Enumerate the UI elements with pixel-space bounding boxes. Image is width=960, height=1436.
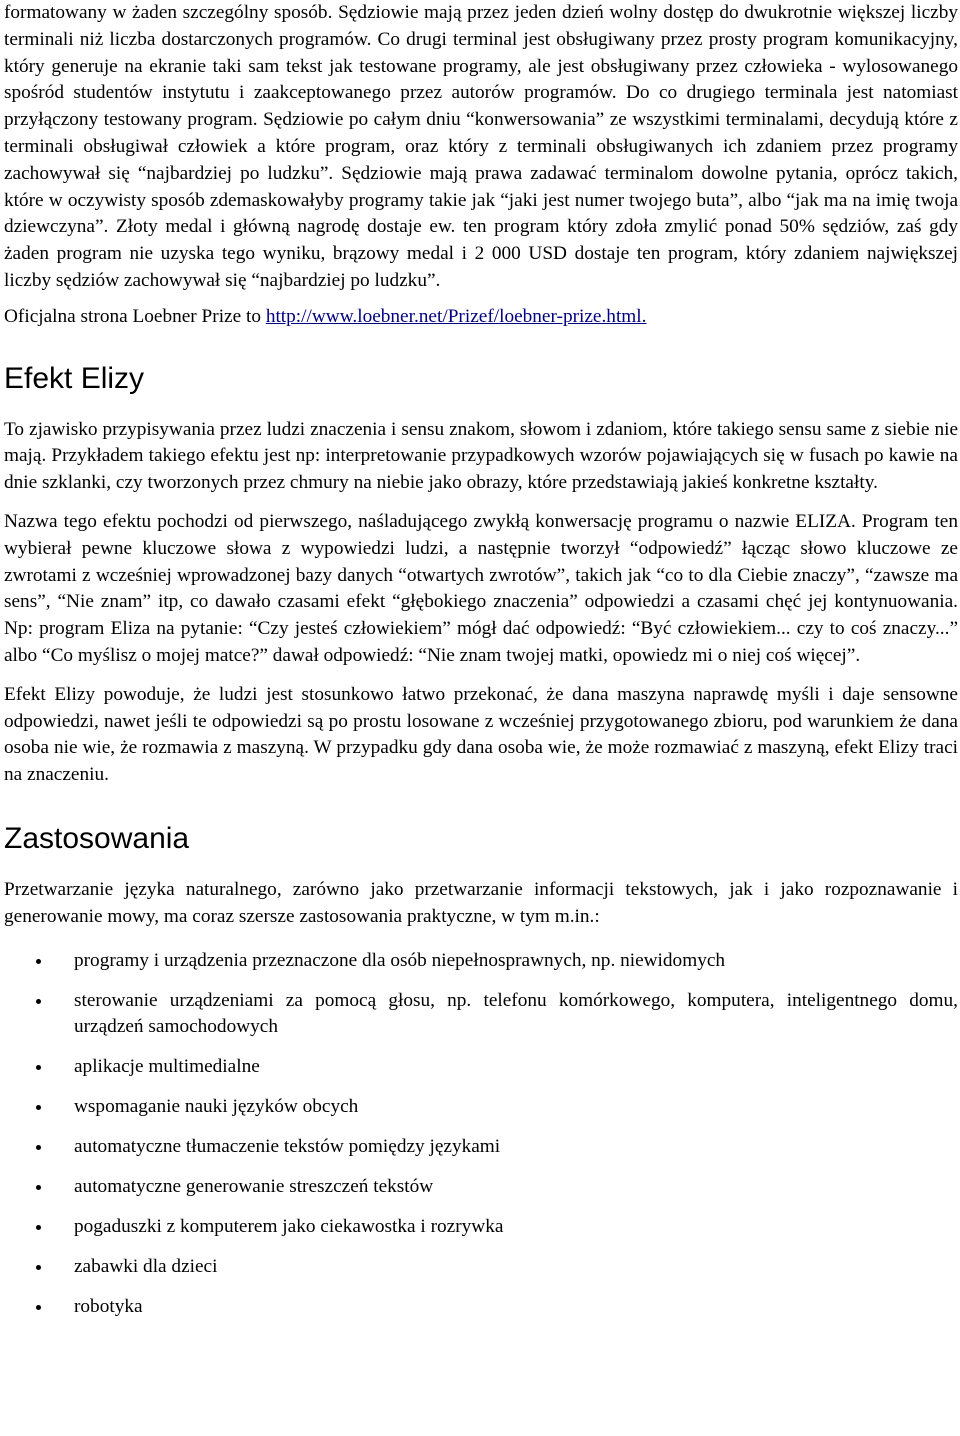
document-page — [4, 0, 958, 1334]
efekt-elizy-paragraph-1: To zjawisko przypisywania przez ludzi znaczenia i sensu znakom, słowom i zdaniom, które takiego sensu same z siebie nie mają. Przykładem takiego efektu jest np: interpretowanie przypadkowych wzorów pojawiających się w fusach po kawie na dnie szklanki, czy tworzonych przez chmury na niebie jako obrazy, które przedstawiają jakieś konkretne kształty. — [4, 418, 958, 494]
list-item: sterowanie urządzeniami za pomocą głosu, np. telefonu komórkowego, komputera, inteligentnego domu, urządzeń samochodowych — [4, 988, 958, 1042]
bullet-icon — [36, 1185, 41, 1190]
list-item: zabawki dla dzieci — [4, 1254, 958, 1281]
efekt-elizy-paragraph-3: Efekt Elizy powoduje, że ludzi jest stosunkowo łatwo przekonać, że dana maszyna naprawdę myśli i daje sensowne odpowiedzi, nawet jeśli te odpowiedzi są po prostu losowane z wcześniej przygotowanego zbioru, pod warunkiem że dana osoba nie wie, że rozmawia z maszyną. W przypadku gdy dana osoba wie, że może rozmawiać z maszyną, efekt Elizy traci na znaczeniu. — [4, 683, 958, 786]
list-item: robotyka — [4, 1294, 958, 1321]
bullet-icon — [36, 1065, 41, 1070]
section-heading-zastosowania: Zastosowania — [4, 821, 190, 855]
bullet-icon — [36, 959, 41, 964]
list-item: aplikacje multimedialne — [4, 1054, 958, 1081]
bullet-icon — [36, 1145, 41, 1150]
official-site-label: Oficjalna strona Loebner Prize to — [4, 305, 266, 327]
bullet-icon — [36, 1265, 41, 1270]
loebner-prize-link[interactable]: http://www.loebner.net/Prizef/loebner-prize.html. — [265, 305, 647, 327]
bullet-icon — [36, 1305, 41, 1310]
applications-list — [4, 948, 958, 1321]
bullet-icon — [36, 1105, 41, 1110]
section-heading-efekt-elizy: Efekt Elizy — [4, 361, 145, 395]
list-item: wspomaganie nauki języków obcych — [4, 1094, 958, 1121]
list-item: pogaduszki z komputerem jako ciekawostka i rozrywka — [4, 1214, 958, 1241]
intro-paragraph: formatowany w żaden szczególny sposób. Sędziowie mają przez jeden dzień wolny dostęp do dwukrotnie większej liczby terminali niż liczba dostarczonych programów. Co drugi terminal jest obsługiwany przez prosty program komunikacyjny, który generuje na ekranie taki sam tekst jak testowane programy, ale jest obsługiwany przez człowieka - wylosowanego spośród studentów instytutu i zaakceptowanego przez autorów programów. Do co drugiego terminala jest natomiast przyłączony testowany program. Sędziowie po całym dniu “konwersowania” ze wszystkimi terminalami, decydują które z terminali obsługiwał człowiek a które program, oraz który z terminali obsługiwanych ich zdaniem przez programy zachowywał się “najbardziej po ludzku”. Sędziowie mają prawa zadawać terminalom dowolne pytania, oprócz takich, które w oczywisty sposób zdemaskowałyby programy takie jak “jaki jest numer twojego buta”, albo “jak ma na imię twoja dziewczyna”. Złoty medal i główną nagrodę dostaje ew. ten program który zdoła zmylić ponad 50% sędziów, zaś gdy żaden program nie uzyska tego wyniku, brązowy medal i 2 000 USD dostaje ten program, który zdaniem największej liczby sędziów zachowywał się “najbardziej po ludzku”. — [4, 2, 958, 291]
zastosowania-paragraph: Przetwarzanie języka naturalnego, zarówno jako przetwarzanie informacji tekstowych, jak i jako rozpoznawanie i generowanie mowy, ma coraz szersze zastosowania praktyczne, w tym m.in.: — [4, 878, 958, 927]
list-item: automatyczne tłumaczenie tekstów pomiędzy językami — [4, 1134, 958, 1161]
list-item: programy i urządzenia przeznaczone dla osób niepełnosprawnych, np. niewidomych — [4, 948, 958, 975]
bullet-icon — [36, 1225, 41, 1230]
list-item: automatyczne generowanie streszczeń tekstów — [4, 1174, 958, 1201]
efekt-elizy-paragraph-2: Nazwa tego efektu pochodzi od pierwszego, naśladującego zwykłą konwersację programu o nazwie ELIZA. Program ten wybierał pewne kluczowe słowa z wypowiedzi ludzi, a następnie tworzył “odpowiedź” łącząc słowo kluczowe ze zwrotami z wcześniej wprowadzonej bazy danych “otwartych zwrotów”, takich jak “co to dla Ciebie znaczy”, “zawsze ma sens”, “Nie znam” itp, co dawało czasami efekt “głębokiego znaczenia” odpowiedzi a czasami chęć jej kontynuowania. Np: program Eliza na pytanie: “Czy jesteś człowiekiem” mógł dać odpowiedź: “Być człowiekiem... czy to coś znaczy...” albo “Co myślisz o mojej matce?” dawał odpowiedź: “Nie znam twojej matki, opowiedz mi o niej coś więcej”. — [4, 510, 958, 666]
official-site-paragraph — [4, 304, 958, 331]
bullet-icon — [36, 999, 41, 1004]
